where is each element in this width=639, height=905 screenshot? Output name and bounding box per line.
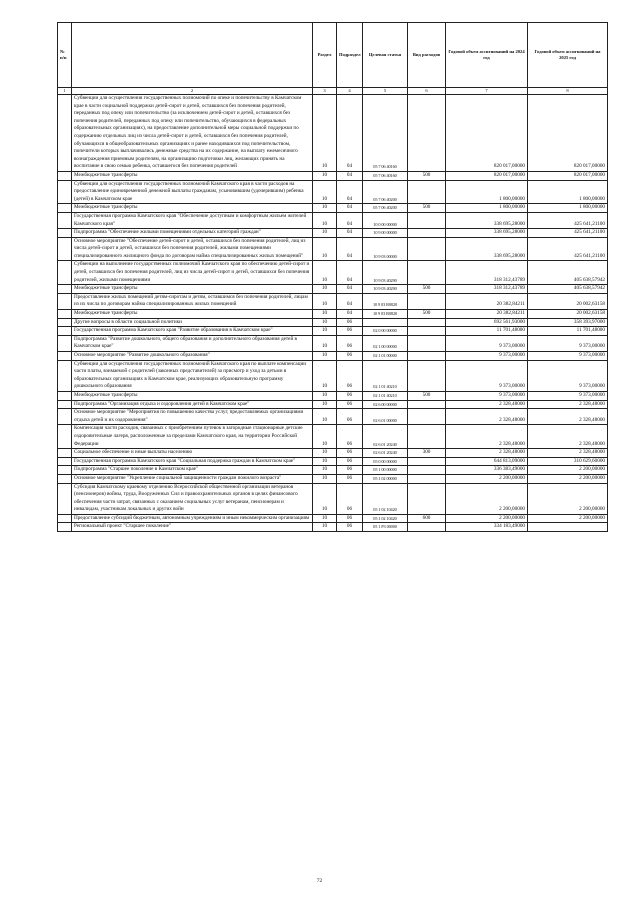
table-row: [58, 229, 608, 238]
row-expense-type: [408, 474, 446, 483]
row-section: 10: [313, 466, 337, 475]
row-subsection: 04: [337, 95, 363, 172]
row-expense-type: [408, 335, 446, 351]
column-number-row: [58, 88, 608, 95]
table-row: [58, 212, 608, 228]
row-target-article: [363, 318, 408, 327]
table-row: [58, 180, 608, 204]
row-section: 10: [313, 171, 337, 180]
row-subsection: 06: [337, 335, 363, 351]
row-amount-2025: 405 638,57942: [528, 285, 608, 294]
row-section: 10: [313, 409, 337, 425]
row-section: 10: [313, 360, 337, 391]
header-amount-2025: Годовой объем ассигнований на 2025 год: [528, 23, 608, 88]
row-amount-2025: 20 002,63158: [528, 293, 608, 309]
row-name: Подпрограмма "Развитие дошкольного, общего образования и дополнительного образования детей в Камчатском крае": [72, 335, 313, 351]
row-subsection: 06: [337, 318, 363, 327]
row-section: 10: [313, 95, 337, 172]
row-amount-2024: 644 813,09000: [446, 457, 528, 466]
row-index: [58, 261, 72, 285]
row-name: Предоставление жилых помещений детям-сиротам и детям, оставшимся без попечения родителей, лицам из их числа по договорам найма специализированных жилых помещений: [72, 293, 313, 309]
row-amount-2024: 338 695,28000: [446, 212, 528, 228]
row-target-article: 10 9 03 40290: [363, 261, 408, 285]
row-target-article: 02 1 00 00000: [363, 335, 408, 351]
row-index: [58, 318, 72, 327]
row-target-article: 05 1 00 00000: [363, 466, 408, 475]
row-amount-2024: 11 701,48000: [446, 327, 528, 336]
row-expense-type: [408, 466, 446, 475]
row-target-article: 02 1 01 40210: [363, 391, 408, 400]
row-section: 10: [313, 229, 337, 238]
row-section: 10: [313, 204, 337, 213]
row-amount-2024: 9 373,00000: [446, 360, 528, 391]
row-index: [58, 514, 72, 523]
row-name: Основное мероприятие "Развитие дошкольного образования": [72, 352, 313, 361]
row-amount-2025: 20 002,63158: [528, 310, 608, 319]
table-row: [58, 409, 608, 425]
row-subsection: 04: [337, 212, 363, 228]
row-subsection: 06: [337, 523, 363, 532]
row-target-article: 02 6 01 20240: [363, 449, 408, 458]
row-amount-2025: 358 393,97000: [528, 318, 608, 327]
header-subsection: Подраздел: [337, 23, 363, 88]
table-row: [58, 391, 608, 400]
row-name: Межбюджетные трансферты: [72, 171, 313, 180]
row-subsection: 04: [337, 180, 363, 204]
row-amount-2024: 336 383,49000: [446, 466, 528, 475]
row-section: 10: [313, 180, 337, 204]
row-amount-2024: 20 382,84211: [446, 293, 528, 309]
row-section: 10: [313, 425, 337, 449]
page-number: 72: [316, 878, 323, 884]
row-section: 10: [313, 261, 337, 285]
table-row: [58, 237, 608, 261]
row-section: 10: [313, 335, 337, 351]
row-subsection: 06: [337, 466, 363, 475]
row-name: Подпрограмма "Обеспечение жилыми помещениями отдельных категорий граждан": [72, 229, 313, 238]
row-expense-type: [408, 293, 446, 309]
row-index: [58, 212, 72, 228]
row-section: 10: [313, 293, 337, 309]
row-target-article: 05 7 06 40160: [363, 95, 408, 172]
table-row: [58, 360, 608, 391]
row-index: [58, 523, 72, 532]
row-amount-2024: 2 200,00000: [446, 514, 528, 523]
table-row: [58, 483, 608, 514]
table-row: [58, 95, 608, 172]
table-row: [58, 514, 608, 523]
column-number: 1: [58, 88, 72, 95]
row-amount-2024: 2 328,48000: [446, 400, 528, 409]
row-target-article: 10 9 03 R0820: [363, 310, 408, 319]
row-name: Субвенции для осуществления государственных полномочий по опеке и попечительству в Камчатском крае в части социальной поддержки детей-сирот и детей, оставшихся без попечения родителей, переданных под опеку или попечительство (за исключением детей-сирот и детей, оставшихся без попечения родителей, переданных под опеку или попечительство, обучающихся в федеральных образовательных организациях), на предоставление дополнительной меры социальной поддержки по содержанию отдельных лиц из числа детей-сирот и детей, оставшихся без попечения родителей, обучающихся в общеобразовательных организациях и ранее находившихся под попечительством, попечители которых выплачивались денежные средства на их содержание, на выплату ежемесячного вознаграждения приемным родителям, на организацию подготовки лиц, желающих принять на воспитание в свою семью ребенка, оставшегося без попечения родителей: [72, 95, 313, 172]
row-expense-type: 600: [408, 514, 446, 523]
row-name: Государственная программа Камчатского края "Социальная поддержка граждан в Камчатском крае": [72, 457, 313, 466]
table-row: [58, 285, 608, 294]
row-amount-2025: 1 800,00000: [528, 180, 608, 204]
row-name: Подпрограмма "Организация отдыха и оздоровления детей в Камчатском крае": [72, 400, 313, 409]
row-target-article: 05 0 00 00000: [363, 457, 408, 466]
row-index: [58, 352, 72, 361]
row-target-article: 02 6 01 00000: [363, 409, 408, 425]
header-section: Раздел: [313, 23, 337, 88]
row-target-article: 05 1 P3 00000: [363, 523, 408, 532]
row-expense-type: [408, 212, 446, 228]
row-subsection: 06: [337, 352, 363, 361]
row-subsection: 04: [337, 261, 363, 285]
row-amount-2025: 820 017,00000: [528, 171, 608, 180]
row-name: Межбюджетные трансферты: [72, 391, 313, 400]
row-amount-2024: 9 373,00000: [446, 352, 528, 361]
row-name: Государственная программа Камчатского края "Обеспечение доступным и комфортным жильем жителей Камчатского края": [72, 212, 313, 228]
row-expense-type: 300: [408, 449, 446, 458]
column-number: 5: [363, 88, 408, 95]
row-name: Межбюджетные трансферты: [72, 204, 313, 213]
row-index: [58, 180, 72, 204]
row-index: [58, 425, 72, 449]
row-subsection: 04: [337, 229, 363, 238]
row-index: [58, 360, 72, 391]
row-amount-2025: 425 641,21100: [528, 237, 608, 261]
row-target-article: 05 7 06 40200: [363, 204, 408, 213]
row-target-article: 10 9 00 00000: [363, 229, 408, 238]
row-amount-2025: 2 328,48000: [528, 449, 608, 458]
row-amount-2024: 9 373,00000: [446, 391, 528, 400]
row-target-article: 05 7 06 40200: [363, 180, 408, 204]
row-amount-2025: 310 629,60000: [528, 457, 608, 466]
column-number: 4: [337, 88, 363, 95]
budget-table: [57, 22, 608, 532]
row-index: [58, 171, 72, 180]
row-section: 10: [313, 523, 337, 532]
row-name: Основное мероприятие "Укрепление социальной защищенности граждан пожилого возраста": [72, 474, 313, 483]
row-expense-type: [408, 400, 446, 409]
row-index: [58, 204, 72, 213]
row-section: 10: [313, 327, 337, 336]
row-amount-2025: 2 328,48000: [528, 425, 608, 449]
row-subsection: 06: [337, 425, 363, 449]
row-expense-type: [408, 523, 446, 532]
row-amount-2025: 820 017,00000: [528, 95, 608, 172]
row-name: Компенсация части расходов, связанных с приобретением путевок в загородные стационарные детские оздоровительные лагеря, расположенные за пределами Камчатского края, на территории Российской Федерации: [72, 425, 313, 449]
row-subsection: 04: [337, 237, 363, 261]
header-row-number: № п/п: [58, 23, 72, 88]
row-subsection: 06: [337, 327, 363, 336]
table-row: [58, 474, 608, 483]
row-subsection: 06: [337, 449, 363, 458]
row-section: 10: [313, 514, 337, 523]
row-amount-2024: 334 183,49000: [446, 523, 528, 532]
row-expense-type: [408, 360, 446, 391]
row-target-article: 02 6 00 00000: [363, 400, 408, 409]
row-amount-2025: 2 328,48000: [528, 409, 608, 425]
row-target-article: 02 6 01 20240: [363, 425, 408, 449]
row-index: [58, 237, 72, 261]
row-amount-2024: 338 695,28000: [446, 229, 528, 238]
row-amount-2024: 1 800,00000: [446, 180, 528, 204]
row-index: [58, 310, 72, 319]
row-section: 10: [313, 391, 337, 400]
row-amount-2025: 2 328,48000: [528, 400, 608, 409]
row-index: [58, 400, 72, 409]
row-expense-type: 500: [408, 171, 446, 180]
row-amount-2025: 1 800,00000: [528, 204, 608, 213]
table-row: [58, 310, 608, 319]
table-row: [58, 293, 608, 309]
table-row: [58, 457, 608, 466]
row-amount-2025: 9 373,00000: [528, 352, 608, 361]
row-expense-type: [408, 352, 446, 361]
row-amount-2024: 820 017,00000: [446, 95, 528, 172]
row-subsection: 06: [337, 360, 363, 391]
row-subsection: 06: [337, 457, 363, 466]
row-subsection: 06: [337, 391, 363, 400]
table-row: [58, 171, 608, 180]
table-row: [58, 318, 608, 327]
row-section: 10: [313, 237, 337, 261]
row-expense-type: 500: [408, 285, 446, 294]
row-subsection: 06: [337, 409, 363, 425]
row-section: 10: [313, 474, 337, 483]
row-amount-2025: [528, 523, 608, 532]
row-expense-type: [408, 457, 446, 466]
row-section: 10: [313, 352, 337, 361]
row-section: 10: [313, 212, 337, 228]
row-name: Предоставление субсидий бюджетным, автономным учреждениям и иным некоммерческим организациям: [72, 514, 313, 523]
row-expense-type: 500: [408, 310, 446, 319]
row-name: Подпрограмма "Старшее поколение в Камчатском крае": [72, 466, 313, 475]
row-expense-type: [408, 229, 446, 238]
table-row: [58, 327, 608, 336]
row-amount-2024: 318 312,43789: [446, 285, 528, 294]
row-amount-2025: 11 701,48000: [528, 327, 608, 336]
row-amount-2025: 425 641,21100: [528, 229, 608, 238]
row-amount-2025: 2 200,00000: [528, 483, 608, 514]
row-amount-2024: 20 382,84211: [446, 310, 528, 319]
row-amount-2025: 2 200,00000: [528, 514, 608, 523]
row-expense-type: [408, 483, 446, 514]
row-target-article: 05 1 02 10420: [363, 483, 408, 514]
row-subsection: 04: [337, 171, 363, 180]
row-amount-2024: 2 328,48000: [446, 425, 528, 449]
row-amount-2024: 2 328,48000: [446, 449, 528, 458]
row-target-article: 05 1 02 00000: [363, 474, 408, 483]
row-expense-type: [408, 327, 446, 336]
row-amount-2025: 9 373,00000: [528, 335, 608, 351]
header-amount-2024: Годовой объем ассигнований на 2024 год: [446, 23, 528, 88]
table-row: [58, 466, 608, 475]
row-section: 10: [313, 310, 337, 319]
row-index: [58, 293, 72, 309]
column-number: 2: [72, 88, 313, 95]
row-subsection: 06: [337, 400, 363, 409]
row-amount-2024: 338 695,28000: [446, 237, 528, 261]
row-amount-2025: 2 200,00000: [528, 474, 608, 483]
row-target-article: 10 0 00 00000: [363, 212, 408, 228]
row-name: Межбюджетные трансферты: [72, 310, 313, 319]
row-subsection: 04: [337, 204, 363, 213]
row-name: Основное мероприятие "Мероприятия по повышению качества услуг, предоставляемых организациями отдыха детей и их оздоровления": [72, 409, 313, 425]
row-index: [58, 95, 72, 172]
table-row: [58, 335, 608, 351]
row-expense-type: [408, 95, 446, 172]
row-index: [58, 335, 72, 351]
row-target-article: 05 7 06 40160: [363, 171, 408, 180]
table-row: [58, 261, 608, 285]
row-index: [58, 483, 72, 514]
row-subsection: 04: [337, 293, 363, 309]
header-expense-type: Вид расходов: [408, 23, 446, 88]
row-index: [58, 474, 72, 483]
row-name: Основное мероприятие "Обеспечение детей-сирот и детей, оставшихся без попечения родителей, лиц из числа детей-сирот и детей, оставшихся без попечения родителей, жилыми помещениями специализированного жилищного фонда по договорам найма специализированных жилых помещений": [72, 237, 313, 261]
row-name: Другие вопросы в области социальной политики: [72, 318, 313, 327]
row-index: [58, 409, 72, 425]
row-target-article: 05 1 02 10420: [363, 514, 408, 523]
column-number: 8: [528, 88, 608, 95]
row-expense-type: [408, 237, 446, 261]
row-index: [58, 285, 72, 294]
row-amount-2025: 425 641,21100: [528, 212, 608, 228]
row-expense-type: 500: [408, 204, 446, 213]
row-name: Региональный проект "Старшее поколение": [72, 523, 313, 532]
column-number: 7: [446, 88, 528, 95]
table-row: [58, 425, 608, 449]
row-index: [58, 229, 72, 238]
row-section: 10: [313, 285, 337, 294]
row-index: [58, 449, 72, 458]
row-target-article: 02 0 00 00000: [363, 327, 408, 336]
row-target-article: 02 1 01 00000: [363, 352, 408, 361]
row-index: [58, 466, 72, 475]
row-subsection: 04: [337, 310, 363, 319]
row-name: Социальное обеспечение и иные выплаты населению: [72, 449, 313, 458]
row-expense-type: 500: [408, 391, 446, 400]
table-row: [58, 352, 608, 361]
row-name: Межбюджетные трансферты: [72, 285, 313, 294]
header-name: [72, 23, 313, 88]
table-row: [58, 400, 608, 409]
row-target-article: 10 9 03 R0820: [363, 293, 408, 309]
row-index: [58, 391, 72, 400]
row-expense-type: [408, 318, 446, 327]
row-name: Субсидия Камчатскому краевому отделению Всероссийской общественной организации ветеранов (пенсионеров) войны, труда, Вооруженных Сил и правоохранительных органов в целях финансового обеспечения части затрат, связанных с оказанием социальных услуг ветеранам, пенсионерам и инвалидам, участникам локальных и других войн: [72, 483, 313, 514]
row-name: Субвенции для осуществления государственных полномочий Камчатского края в части расходов на предоставление единовременной денежной выплаты гражданам, усыновившим (удочерившим) ребенка (детей) в Камчатском крае: [72, 180, 313, 204]
row-name: Субвенции для осуществления государственных полномочий Камчатского края по выплате компенсации части платы, взимаемой с родителей (законных представителей) за присмотр и уход за детьми в образовательных организациях в Камчатском крае, реализующих образовательную программу дошкольного образования: [72, 360, 313, 391]
row-section: 10: [313, 318, 337, 327]
row-amount-2024: 9 373,00000: [446, 335, 528, 351]
row-section: 10: [313, 449, 337, 458]
row-subsection: 06: [337, 474, 363, 483]
row-amount-2025: 405 638,57942: [528, 261, 608, 285]
table-body: [58, 95, 608, 532]
row-amount-2025: 2 200,00000: [528, 466, 608, 475]
row-name: Государственная программа Камчатского края "Развитие образования в Камчатском крае": [72, 327, 313, 336]
row-section: 10: [313, 400, 337, 409]
row-section: 10: [313, 483, 337, 514]
row-subsection: 04: [337, 285, 363, 294]
row-amount-2025: 9 373,00000: [528, 391, 608, 400]
row-amount-2024: 2 200,00000: [446, 474, 528, 483]
table-row: [58, 523, 608, 532]
row-name: Субвенции на выполнение государственных полномочий Камчатского края по обеспечению детей-сирот и детей, оставшихся без попечения родителей, лиц из числа детей-сирот и детей, оставшихся без попечения родителей, жилыми помещениями: [72, 261, 313, 285]
row-expense-type: [408, 180, 446, 204]
row-section: 10: [313, 457, 337, 466]
header-target-article: Целевая статья: [363, 23, 408, 88]
row-subsection: 06: [337, 514, 363, 523]
row-amount-2024: 2 200,00000: [446, 483, 528, 514]
row-amount-2024: 1 800,00000: [446, 204, 528, 213]
row-target-article: 10 9 03 40290: [363, 285, 408, 294]
row-expense-type: [408, 425, 446, 449]
row-amount-2024: 2 328,48000: [446, 409, 528, 425]
row-amount-2025: 9 373,00000: [528, 360, 608, 391]
row-amount-2024: 820 017,00000: [446, 171, 528, 180]
row-expense-type: [408, 261, 446, 285]
row-index: [58, 457, 72, 466]
column-number: 6: [408, 88, 446, 95]
row-target-article: 02 1 01 40210: [363, 360, 408, 391]
row-index: [58, 327, 72, 336]
table-row: [58, 449, 608, 458]
column-number: 3: [313, 88, 337, 95]
row-amount-2024: 318 312,43789: [446, 261, 528, 285]
row-subsection: 06: [337, 483, 363, 514]
row-amount-2024: 692 561,93000: [446, 318, 528, 327]
table-row: [58, 204, 608, 213]
row-target-article: 10 9 03 00000: [363, 237, 408, 261]
row-expense-type: [408, 409, 446, 425]
table-header-row: [58, 23, 608, 88]
